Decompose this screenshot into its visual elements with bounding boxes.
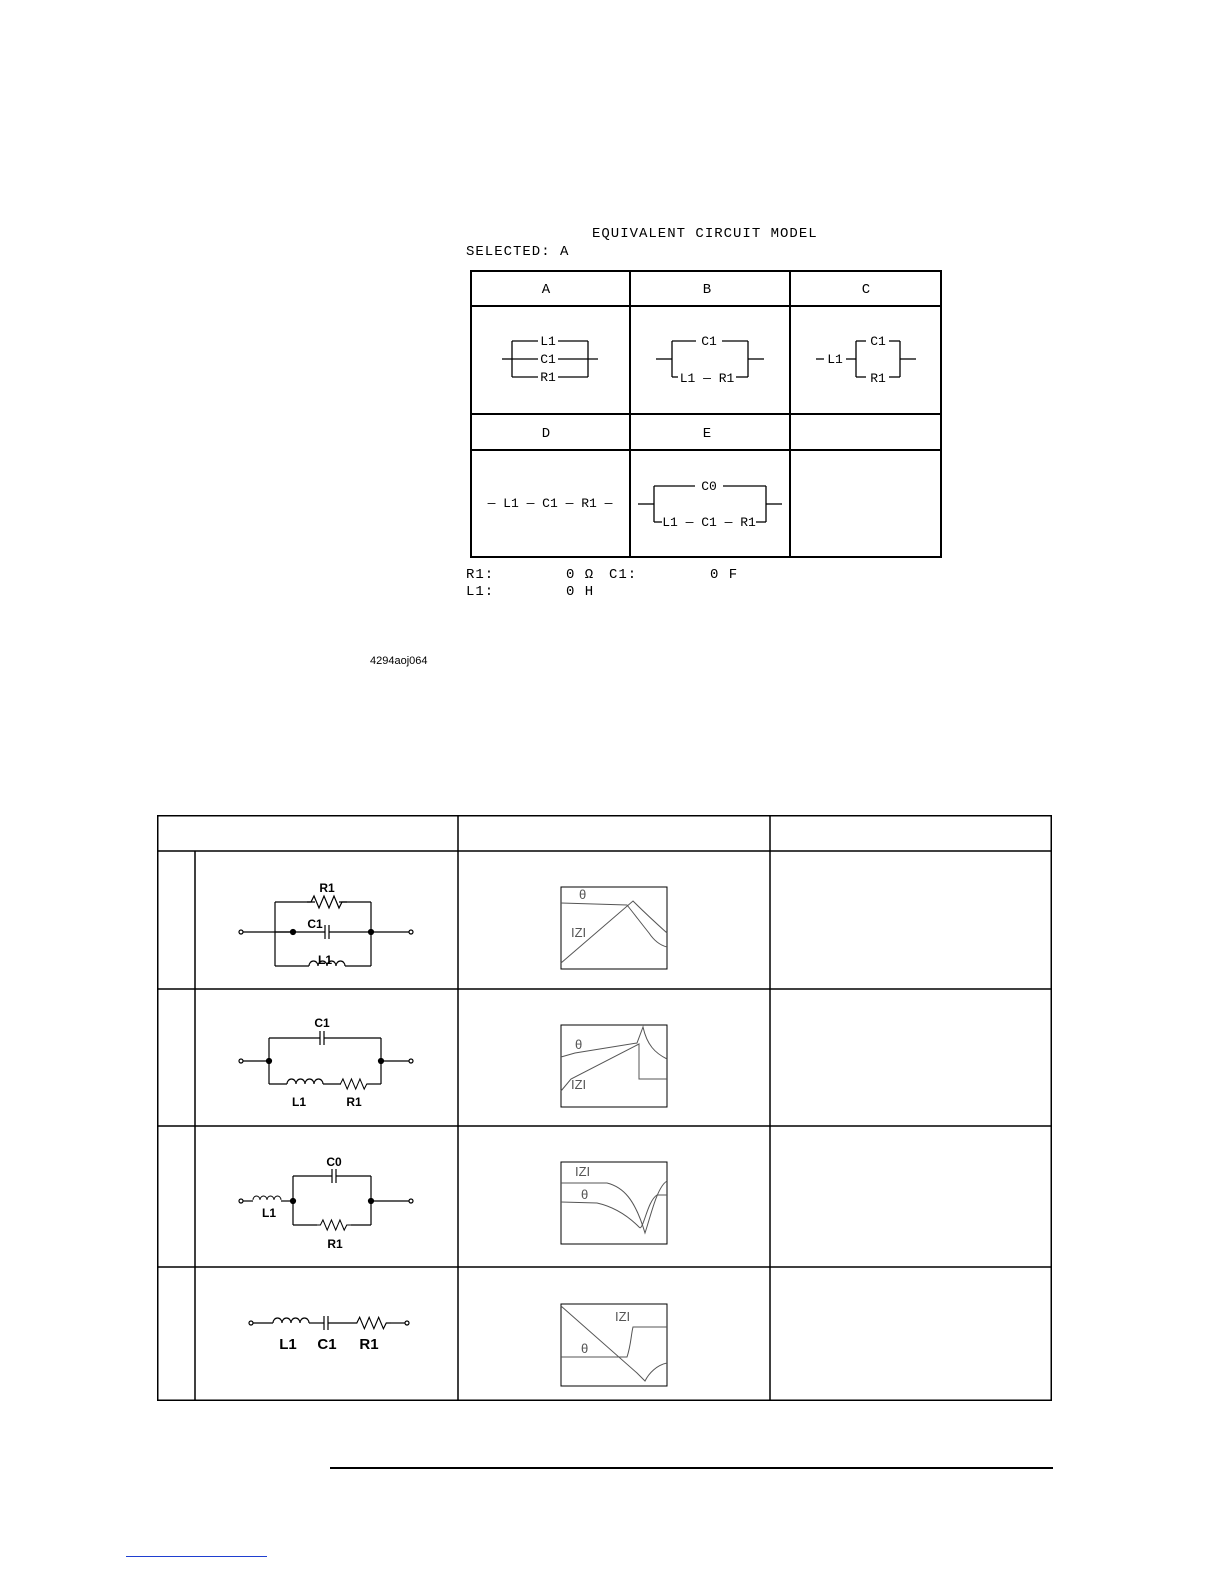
model-a-l1: L1 <box>540 334 556 349</box>
selected-line <box>466 244 569 260</box>
row4-z-label: IZI <box>615 1309 631 1324</box>
row3-z-label: IZI <box>575 1164 591 1179</box>
selected-label: SELECTED: <box>466 244 551 260</box>
row4-c1-label: C1 <box>317 1336 337 1353</box>
model-c-l1: L1 <box>827 352 843 367</box>
model-e-header[interactable]: E <box>702 426 712 442</box>
row3-l1-label: L1 <box>261 1206 277 1220</box>
row3-c0-label: C0 <box>326 1155 342 1169</box>
row1-r1-label: R1 <box>319 881 335 895</box>
row3-r1-label: R1 <box>327 1237 343 1251</box>
row2-circuit <box>239 1031 413 1084</box>
model-b-c1: C1 <box>701 334 717 349</box>
model-grid <box>470 270 942 558</box>
model-b-header[interactable]: B <box>702 282 712 298</box>
model-a-r1: R1 <box>540 370 556 385</box>
row2-l1-label: L1 <box>291 1095 307 1109</box>
bottom-rule <box>330 1467 1053 1469</box>
r1-param-value: 0 Ω <box>566 567 595 583</box>
row1-c1-label: C1 <box>307 917 323 931</box>
model-a-header[interactable]: A <box>541 282 551 298</box>
row2-theta-label: θ <box>575 1037 583 1052</box>
model-d-header[interactable]: D <box>541 426 551 442</box>
l1-param-label: L1: <box>466 584 495 600</box>
footer-link-underline[interactable] <box>126 1556 267 1557</box>
row1-z-label: IZI <box>571 925 587 940</box>
row4-r1-label: R1 <box>359 1336 379 1353</box>
model-b-l1-r1: L1 — R1 <box>679 371 735 386</box>
row2-z-label: IZI <box>571 1077 587 1092</box>
model-e-c0: C0 <box>701 479 717 494</box>
model-e-series: L1 — C1 — R1 <box>662 515 756 530</box>
row4-theta-label: θ <box>581 1341 589 1356</box>
row1-l1-label: L1 <box>317 953 333 967</box>
row4-l1-label: L1 <box>279 1336 297 1353</box>
model-c-header[interactable]: C <box>861 282 871 298</box>
row2-r1-label: R1 <box>346 1095 362 1109</box>
figure-id: 4294aoj064 <box>370 655 428 667</box>
selected-value: A <box>560 244 570 260</box>
model-a-c1: C1 <box>540 352 556 367</box>
c1-param-value: 0 F <box>710 567 739 583</box>
l1-param-value: 0 H <box>566 584 595 600</box>
model-c-c1: C1 <box>870 334 886 349</box>
r1-param-label: R1: <box>466 567 495 583</box>
model-c-r1: R1 <box>870 371 886 386</box>
circuit-table <box>157 815 1052 1401</box>
row3-theta-label: θ <box>581 1187 589 1202</box>
c1-param-label: C1: <box>609 567 638 583</box>
row4-response-plot <box>561 1304 667 1386</box>
model-d-circuit: — L1 — C1 — R1 — <box>487 496 613 511</box>
screen-title: EQUIVALENT CIRCUIT MODEL <box>592 226 818 242</box>
row1-theta-label: θ <box>579 887 587 902</box>
row2-c1-label: C1 <box>314 1016 330 1030</box>
